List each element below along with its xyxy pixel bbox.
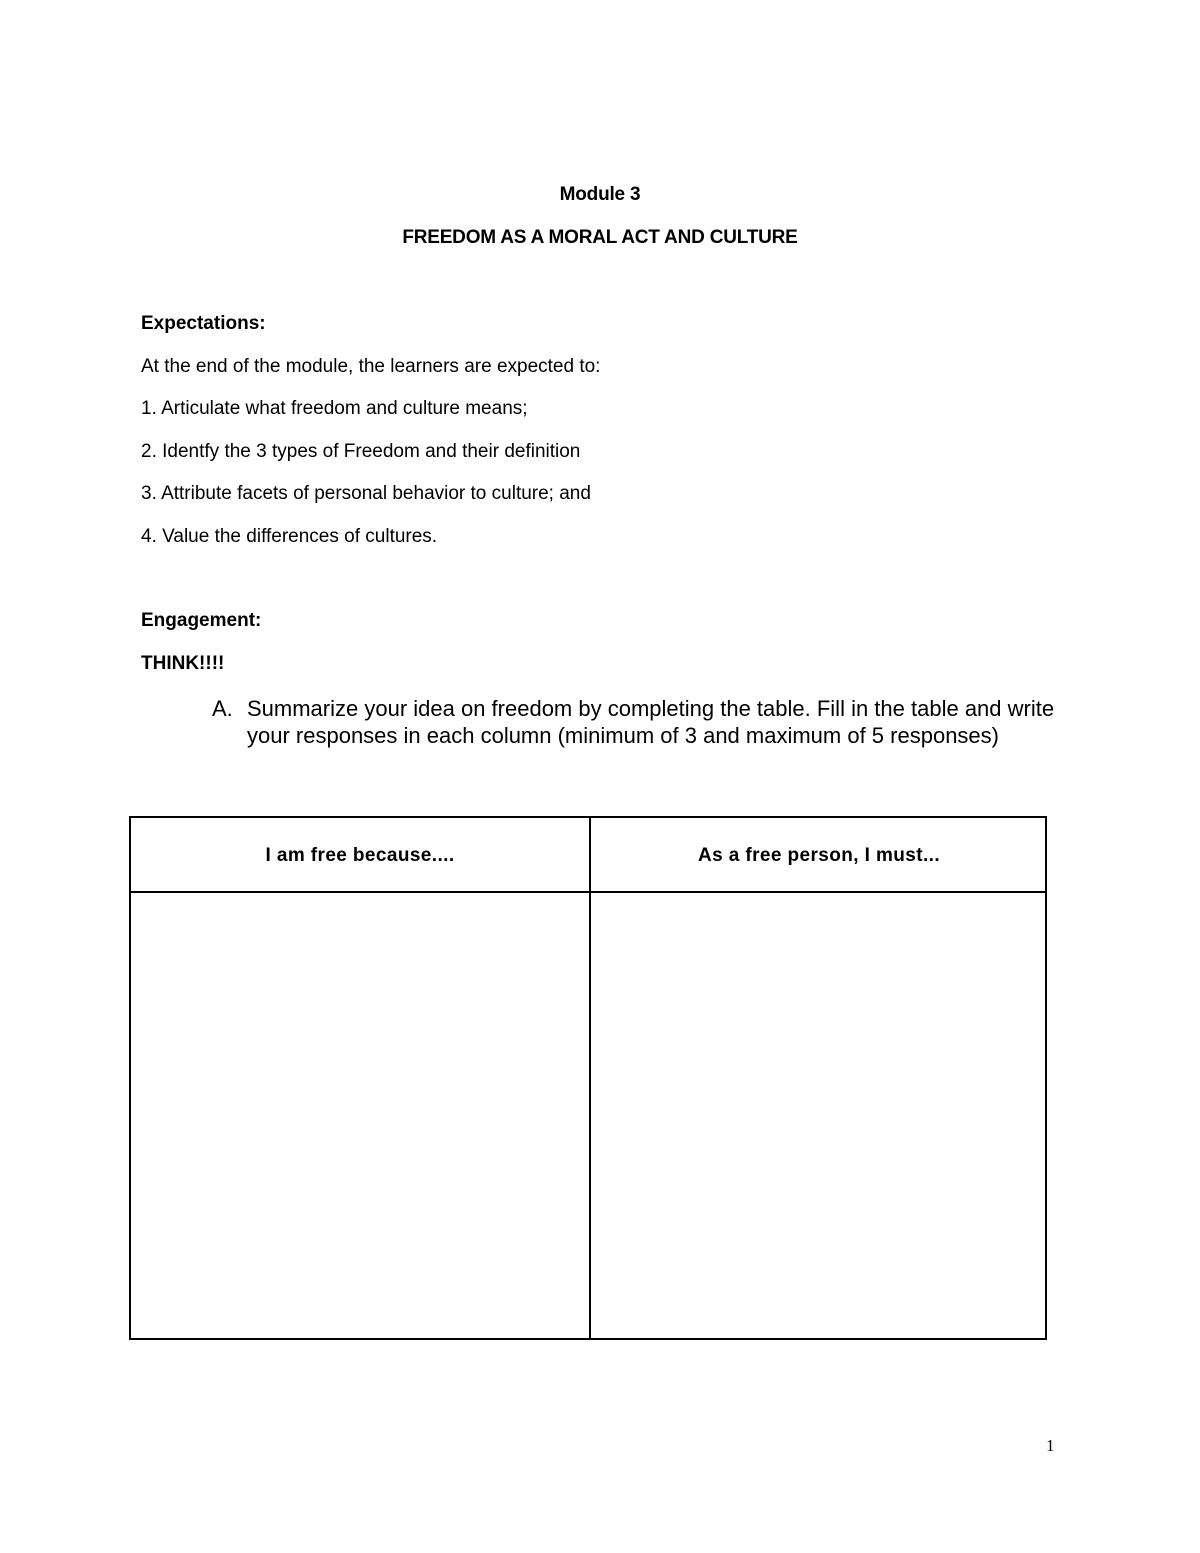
page-title: FREEDOM AS A MORAL ACT AND CULTURE xyxy=(402,227,798,248)
expectations-heading: Expectations: xyxy=(141,313,266,334)
freedom-table xyxy=(129,816,1047,1340)
column-header-free-person-must: As a free person, I must... xyxy=(697,845,941,866)
expectation-item-2: 2. Identfy the 3 types of Freedom and their definition xyxy=(141,441,581,462)
response-cell-free-because[interactable] xyxy=(131,893,589,1338)
expectation-item-4: 4. Value the differences of cultures. xyxy=(141,526,438,547)
response-cell-free-person-must[interactable] xyxy=(591,893,1047,1338)
page-number: 1 xyxy=(1046,1436,1055,1455)
expectation-item-1: 1. Articulate what freedom and culture means; xyxy=(141,398,528,419)
module-label: Module 3 xyxy=(559,184,641,205)
expectation-item-3: 3. Attribute facets of personal behavior to culture; and xyxy=(141,483,591,504)
task-instructions: Summarize your idea on freedom by completing the table. Fill in the table and write your responses in each column (minimum of 3 and maximum of 5 responses) xyxy=(247,696,1055,748)
engagement-heading: Engagement: xyxy=(141,610,262,631)
expectations-intro: At the end of the module, the learners are expected to: xyxy=(141,356,601,377)
task-marker: A. xyxy=(212,696,233,721)
think-subheading: THINK!!!! xyxy=(141,653,225,674)
column-header-free-because: I am free because.... xyxy=(265,845,455,866)
